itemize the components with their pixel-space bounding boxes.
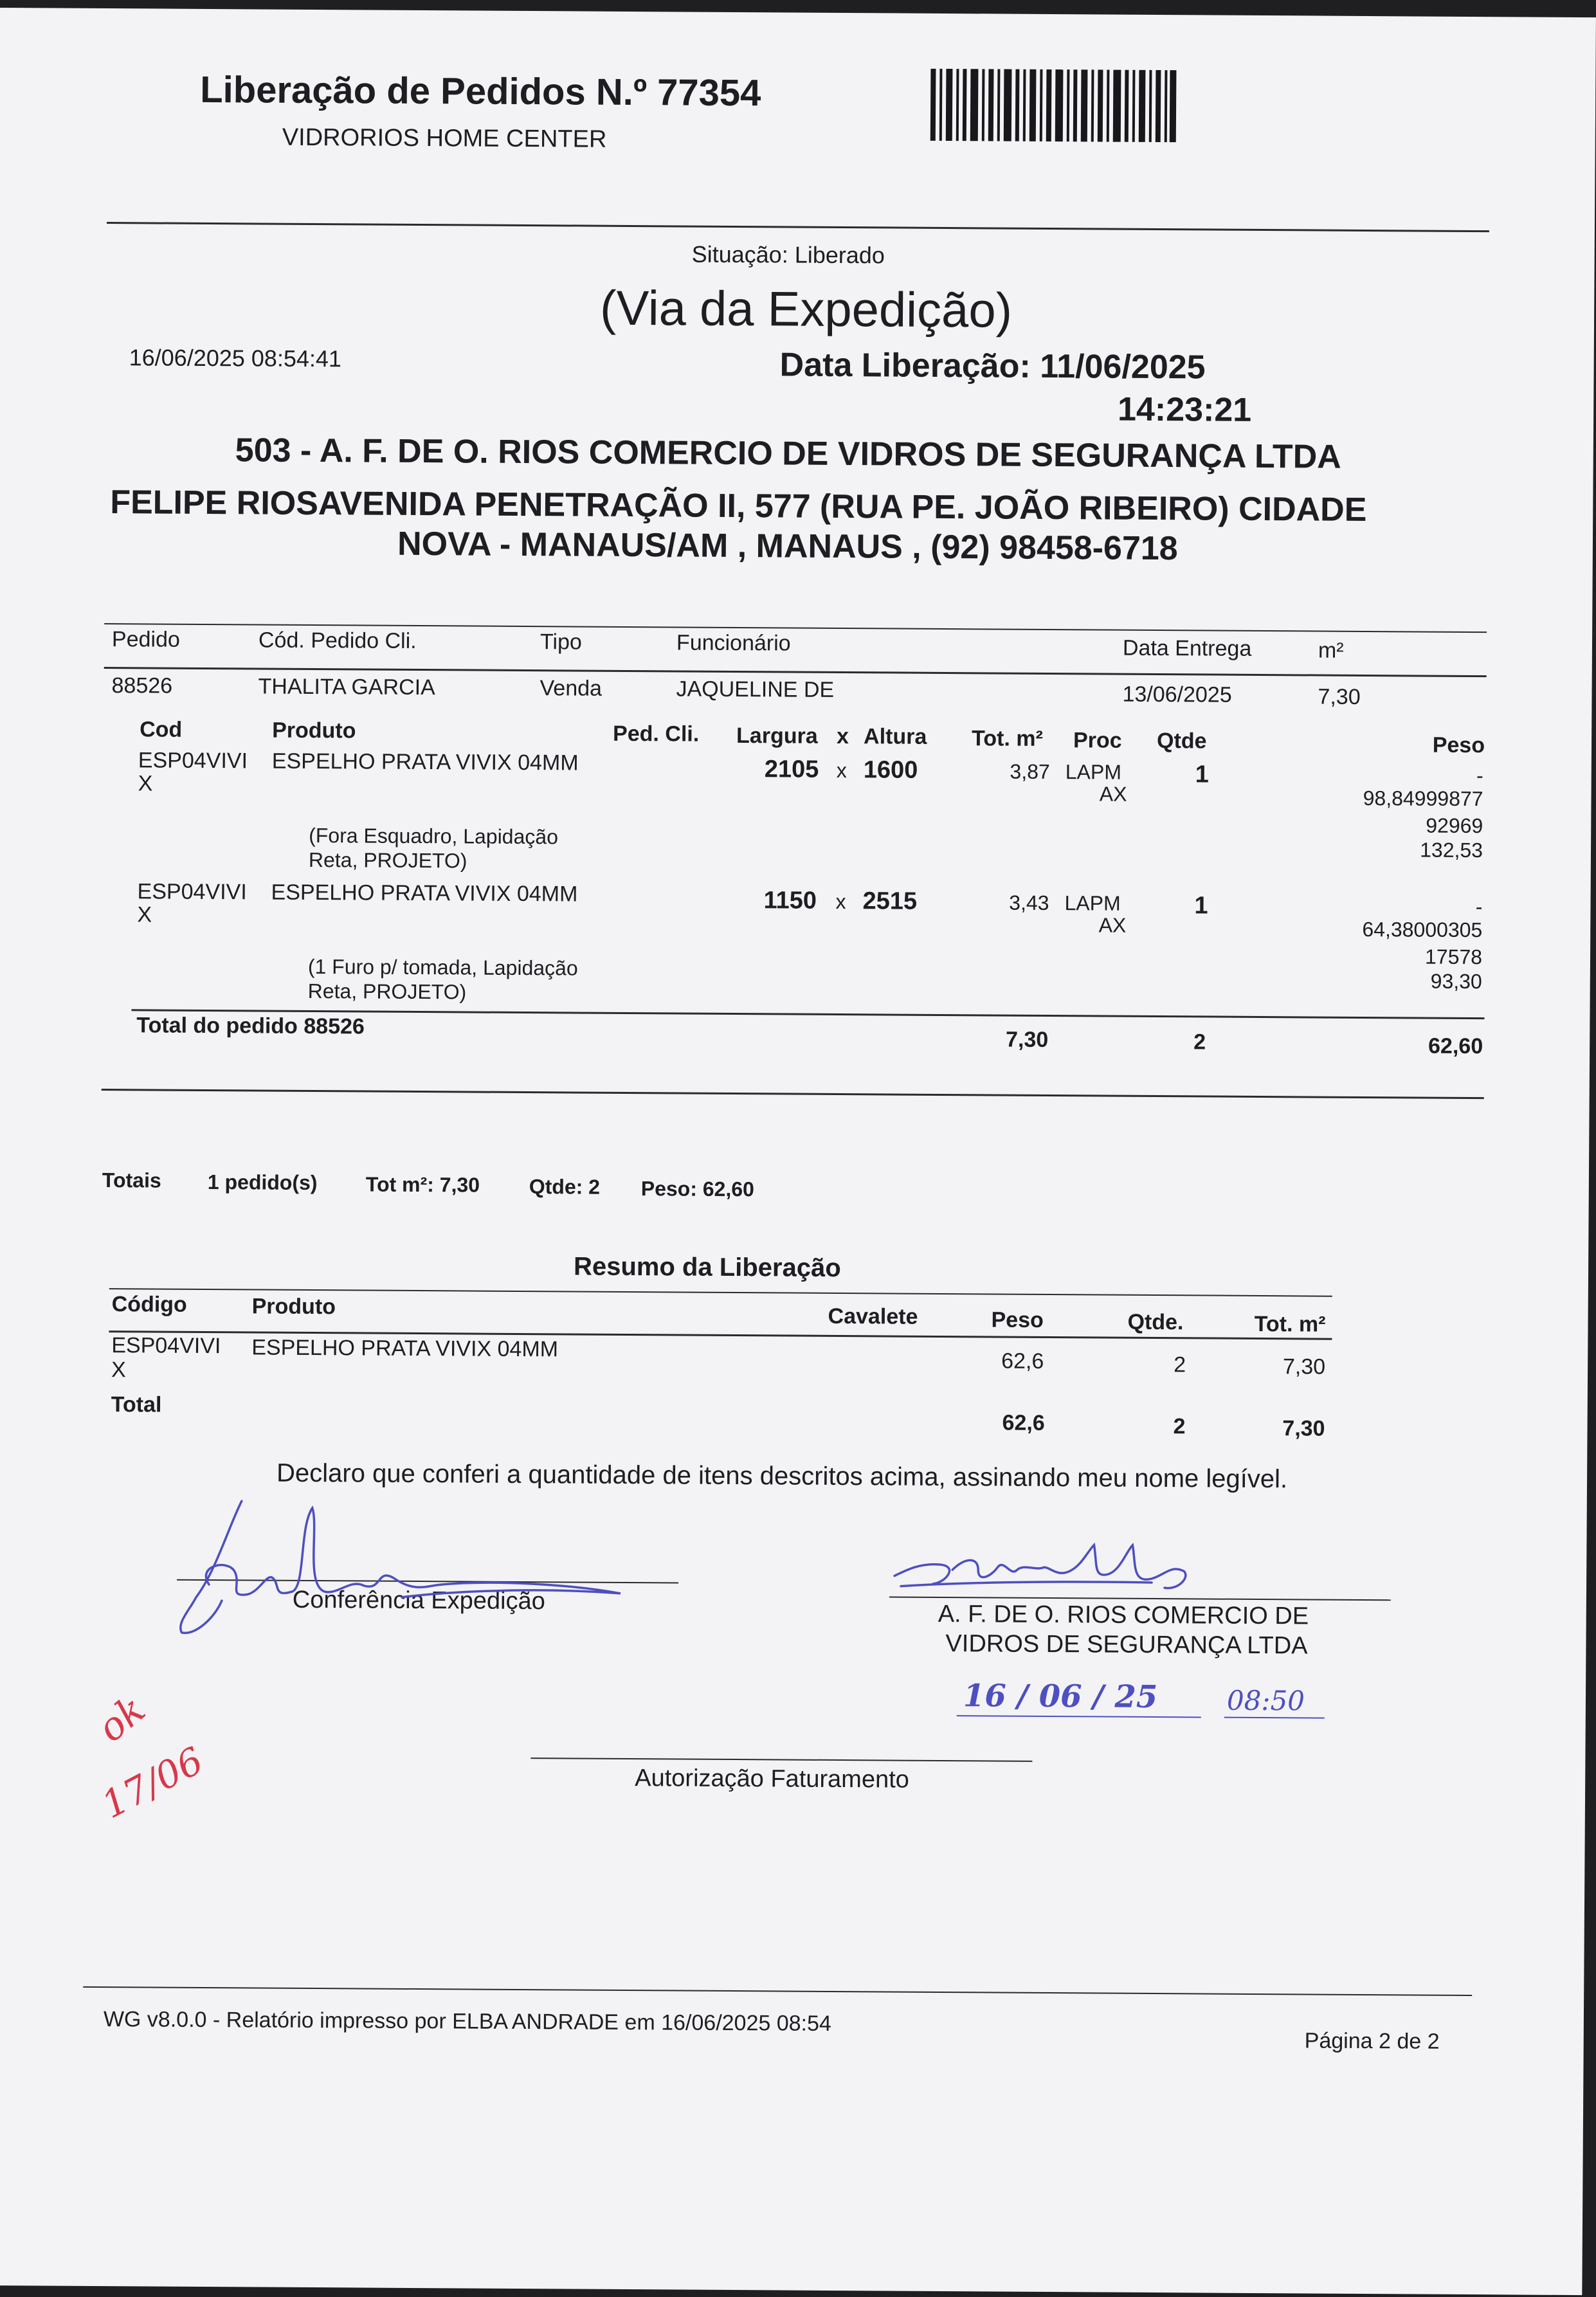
order-total-label: Total do pedido 88526	[136, 1013, 365, 1039]
item-2-qtde: 1	[1194, 892, 1208, 920]
resumo-title: Resumo da Liberação	[573, 1252, 841, 1283]
col-pedido: Pedido	[111, 627, 180, 652]
declaration-text: Declaro que conferi a quantidade de itens descritos acima, assinando meu nome legível.	[276, 1458, 1288, 1494]
footer-printed-by: WG v8.0.0 - Relatório impresso por ELBA ANDRADE em 16/06/2025 08:54	[103, 2007, 831, 2036]
totais-label: Totais	[102, 1168, 161, 1192]
printed-timestamp: 16/06/2025 08:54:41	[129, 344, 342, 372]
item-1-peso-line1: -	[1476, 764, 1483, 788]
items-col-peso: Peso	[1432, 732, 1485, 758]
resumo-col-cavalete: Cavalete	[828, 1303, 918, 1329]
handwritten-date: 16 / 06 / 25	[963, 1678, 1158, 1716]
items-col-tot-m2: Tot. m²	[971, 726, 1043, 751]
items-col-produto: Produto	[272, 718, 356, 743]
m2-value: 7,30	[1318, 684, 1361, 709]
col-m2: m²	[1318, 638, 1344, 663]
footer-page-number: Página 2 de 2	[1304, 2028, 1440, 2054]
resumo-produto: ESPELHO PRATA VIVIX 04MM	[251, 1335, 559, 1362]
order-total-m2: 7,30	[1005, 1027, 1049, 1052]
item-2-largura: 1150	[763, 887, 817, 914]
col-data-entrega: Data Entrega	[1122, 635, 1252, 661]
item-2-peso-line3: 17578	[1424, 945, 1483, 969]
item-1-qtde: 1	[1195, 761, 1210, 788]
resumo-tot-m2: 7,30	[1282, 1354, 1326, 1379]
handwritten-date-note: 17/06	[95, 1738, 210, 1828]
client-address-1: FELIPE RIOSAVENIDA PENETRAÇÃO II, 577 (RUA PE. JOÃO RIBEIRO) CIDADE	[110, 484, 1367, 529]
items-col-cod: Cod	[140, 717, 183, 742]
autorizacao-label: Autorização Faturamento	[635, 1765, 909, 1793]
item-2-tot-m2: 3,43	[1009, 891, 1049, 914]
items-col-largura: Largura	[736, 723, 818, 749]
handwritten-ok: ok	[89, 1687, 154, 1752]
cod-pedido-cli-value: THALITA GARCIA	[258, 674, 435, 700]
col-cod-pedido-cli: Cód. Pedido Cli.	[258, 628, 417, 653]
item-2-proc-line2: AX	[1098, 913, 1127, 937]
items-col-ped-cli: Ped. Cli.	[613, 721, 700, 747]
resumo-total-label: Total	[111, 1392, 162, 1417]
item-1-largura: 2105	[764, 756, 819, 783]
funcionario-value: JAQUELINE DE	[676, 676, 835, 702]
pedido-value: 88526	[111, 673, 173, 698]
document-page	[0, 8, 1596, 2295]
items-col-x: x	[836, 723, 849, 749]
item-1-peso-line3: 92969	[1426, 813, 1483, 838]
resumo-total-peso: 62,6	[1002, 1410, 1045, 1435]
item-1-tot-m2: 3,87	[1010, 759, 1050, 783]
item-1-cod-line2: X	[138, 771, 153, 796]
client-name: 503 - A. F. DE O. RIOS COMERCIO DE VIDROS DE SEGURANÇA LTDA	[235, 431, 1341, 476]
client-address-2: NOVA - MANAUS/AM , MANAUS , (92) 98458-6718	[397, 525, 1178, 568]
resumo-peso: 62,6	[1001, 1348, 1044, 1374]
item-2-x: x	[835, 889, 846, 914]
release-date: Data Liberação: 11/06/2025	[779, 346, 1206, 386]
resumo-col-produto: Produto	[251, 1294, 336, 1320]
resumo-codigo-line2: X	[111, 1357, 126, 1383]
resumo-qtde: 2	[1174, 1352, 1186, 1377]
item-1-x: x	[836, 758, 847, 783]
item-1-peso-line4: 132,53	[1420, 838, 1483, 862]
via-title: (Via da Expedição)	[599, 280, 1013, 338]
item-2-obs-line1: (1 Furo p/ tomada, Lapidação	[307, 954, 578, 980]
item-1-proc-line2: AX	[1099, 782, 1127, 806]
item-2-cod-line1: ESP04VIVI	[137, 879, 247, 905]
items-col-qtde: Qtde	[1156, 729, 1207, 754]
resumo-codigo-line1: ESP04VIVI	[111, 1333, 221, 1359]
header-divider	[107, 222, 1489, 232]
item-1-obs-line1: (Fora Esquadro, Lapidação	[309, 823, 559, 849]
resumo-col-qtde: Qtde.	[1127, 1309, 1184, 1335]
items-col-altura: Altura	[863, 724, 927, 749]
tipo-value: Venda	[540, 676, 603, 701]
items-col-proc: Proc	[1073, 728, 1122, 753]
totais-pedidos: 1 pedido(s)	[207, 1170, 318, 1195]
totals-divider	[102, 1089, 1484, 1099]
barcode	[930, 69, 1177, 142]
item-2-cod-line2: X	[137, 902, 152, 927]
status-text: Situação: Liberado	[691, 241, 885, 269]
totais-m2: Tot m²: 7,30	[365, 1172, 480, 1197]
handwritten-date-underline	[957, 1715, 1201, 1718]
item-1-proc-line1: LAPM	[1065, 760, 1122, 784]
order-total-qtde: 2	[1193, 1030, 1206, 1055]
item-2-proc-line1: LAPM	[1064, 891, 1121, 915]
totais-qtde: Qtde: 2	[529, 1175, 601, 1199]
signature-line-faturamento	[530, 1757, 1032, 1762]
item-1-peso-line2: 98,84999877	[1363, 786, 1483, 811]
company-sign-line2: VIDROS DE SEGURANÇA LTDA	[945, 1630, 1308, 1660]
item-1-altura: 1600	[863, 756, 918, 784]
document-title: Liberação de Pedidos N.º 77354	[200, 68, 761, 114]
footer-divider	[83, 1986, 1472, 1996]
data-entrega-value: 13/06/2025	[1122, 682, 1232, 707]
handwritten-time: 08:50	[1226, 1684, 1305, 1717]
resumo-total-tot-m2: 7,30	[1282, 1416, 1325, 1441]
item-2-peso-line2: 64,38000305	[1362, 917, 1483, 942]
totais-peso: Peso: 62,60	[640, 1177, 755, 1201]
item-1-obs-line2: Reta, PROJETO)	[308, 848, 467, 873]
item-2-peso-line1: -	[1475, 895, 1483, 919]
resumo-col-peso: Peso	[991, 1307, 1044, 1332]
signature-expedicao	[170, 1488, 659, 1646]
company-sign-line1: A. F. DE O. RIOS COMERCIO DE	[938, 1600, 1309, 1630]
resumo-total-qtde: 2	[1173, 1414, 1186, 1439]
release-time: 14:23:21	[1117, 390, 1252, 429]
item-1-produto: ESPELHO PRATA VIVIX 04MM	[271, 749, 579, 776]
handwritten-time-underline	[1224, 1717, 1325, 1719]
signature-company	[882, 1524, 1217, 1603]
item-2-obs-line2: Reta, PROJETO)	[307, 979, 467, 1004]
resumo-col-codigo: Código	[111, 1292, 187, 1317]
company-name: VIDRORIOS HOME CENTER	[282, 123, 607, 153]
item-1-cod-line1: ESP04VIVI	[138, 748, 248, 774]
col-tipo: Tipo	[540, 630, 582, 655]
order-total-peso: 62,60	[1428, 1033, 1483, 1059]
col-funcionario: Funcionário	[676, 630, 791, 656]
resumo-col-tot-m2: Tot. m²	[1254, 1311, 1326, 1337]
item-2-produto: ESPELHO PRATA VIVIX 04MM	[271, 880, 578, 907]
item-2-altura: 2515	[862, 887, 918, 915]
item-2-peso-line4: 93,30	[1430, 969, 1482, 994]
conferencia-label: Conferência Expedição	[292, 1586, 545, 1615]
